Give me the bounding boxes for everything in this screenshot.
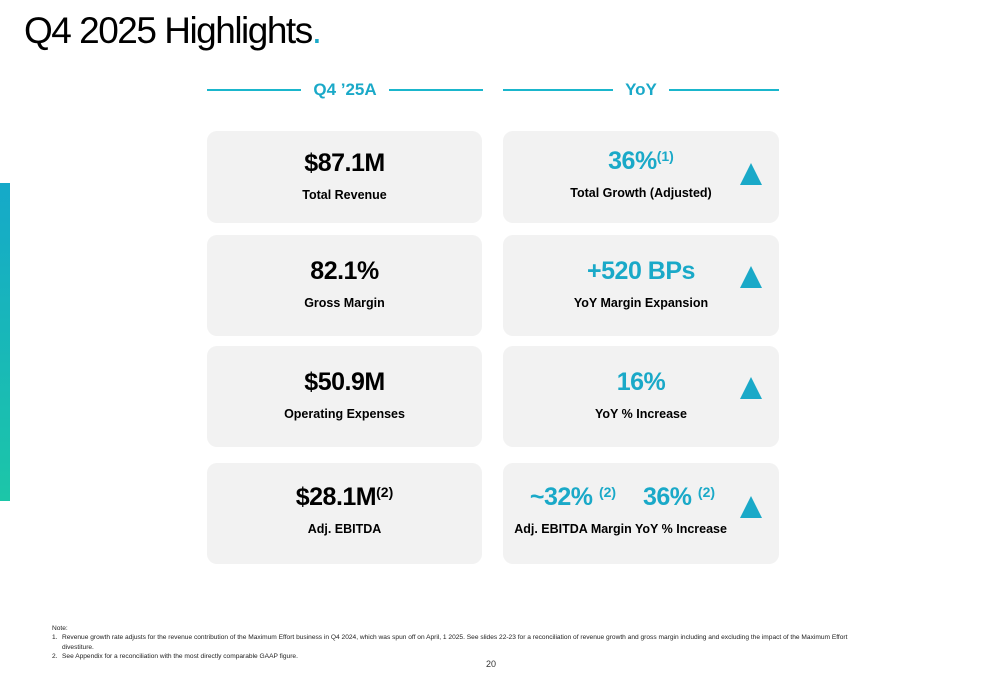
metric-card-total-growth [503, 131, 779, 223]
metric-cell [207, 257, 482, 310]
footnotes [52, 624, 872, 662]
footnote-item [52, 633, 872, 652]
metric-value-text: $28.1M [295, 483, 377, 511]
up-triangle-icon [740, 163, 762, 185]
metric-value-text: $87.1M [304, 149, 385, 177]
metric-value-text: 36% [642, 483, 698, 511]
metric-cell [207, 483, 482, 536]
metric-value [207, 368, 482, 397]
metric-card-margin-expansion [503, 235, 779, 336]
metric-card-total-revenue [207, 131, 482, 223]
metric-cell [503, 257, 779, 310]
metric-value [207, 483, 482, 512]
metric-label: YoY % Increase [635, 522, 727, 536]
metric-label: YoY Margin Expansion [573, 296, 709, 310]
metric-value-text: 82.1% [310, 257, 379, 285]
metric-label: Total Growth (Adjusted) [570, 186, 712, 200]
metric-value-text: ~32% [529, 483, 599, 511]
metric-label: Adj. EBITDA [307, 522, 382, 536]
footnote-ref: (1) [656, 148, 674, 164]
metric-card-operating-expenses [207, 346, 482, 447]
metric-value [503, 368, 779, 397]
metric-value [503, 147, 779, 176]
up-triangle-icon [740, 266, 762, 288]
header-rule [503, 89, 613, 91]
footnote-text: See Appendix for a reconciliation with the most directly comparable GAAP figure. [62, 653, 298, 661]
footnote-text: Revenue growth rate adjusts for the revenue contribution of the Maximum Effort business in Q4 2024, which was spun off on April, 1 2025. See slides 22-23 for a reconciliation of revenue growth and gross margin including and excluding the impact of the Maximum Effort divestiture. [62, 634, 848, 651]
metric-value-text: 16% [616, 368, 666, 396]
column-header-yoy-label: YoY [625, 80, 657, 99]
footnote-ref: (2) [697, 484, 716, 500]
metric-cell [503, 368, 779, 421]
metric-value-text: +520 BPs [587, 257, 695, 285]
metric-value [511, 483, 635, 512]
up-triangle-icon [740, 377, 762, 399]
metric-value [207, 257, 482, 286]
footnote-item [52, 652, 872, 661]
header-rule [389, 89, 483, 91]
metric-value-text: $50.9M [304, 368, 385, 396]
metric-card-adj-ebitda [207, 463, 482, 564]
metric-card-gross-margin [207, 235, 482, 336]
footnotes-heading: Note: [52, 625, 68, 632]
page-title [24, 10, 320, 52]
column-header-quarter-label: Q4 ’25A [313, 80, 377, 99]
metric-label: Gross Margin [304, 296, 385, 310]
metric-value [503, 257, 779, 286]
metric-label: Total Revenue [302, 188, 387, 202]
metric-value [207, 149, 482, 178]
metric-cell-ebitda-increase [635, 483, 727, 536]
side-accent-bar [0, 183, 10, 501]
header-rule [669, 89, 779, 91]
metric-cell [207, 149, 482, 202]
footnote-ref: (2) [598, 484, 617, 500]
metric-cell-ebitda-margin [511, 483, 635, 536]
metric-value [635, 483, 723, 512]
metric-value-text: 36% [608, 147, 657, 175]
page-number: 20 [486, 659, 497, 669]
column-header-quarter [207, 78, 483, 102]
metric-card-ebitda-yoy [503, 463, 779, 564]
metric-label: Adj. EBITDA Margin [514, 522, 632, 536]
metric-cell [207, 368, 482, 421]
page-title-text: Q4 2025 Highlights [24, 10, 312, 51]
up-triangle-icon [740, 496, 762, 518]
page-title-dot: . [311, 10, 321, 51]
metric-label: Operating Expenses [284, 407, 405, 421]
footnote-number: 2. [52, 653, 58, 661]
footnote-number: 1. [52, 634, 58, 642]
column-header-yoy [503, 78, 779, 102]
footnote-ref: (2) [376, 484, 394, 500]
header-rule [207, 89, 301, 91]
metric-label: YoY % Increase [595, 407, 687, 421]
metric-card-opex-increase [503, 346, 779, 447]
metric-cell [503, 147, 779, 200]
